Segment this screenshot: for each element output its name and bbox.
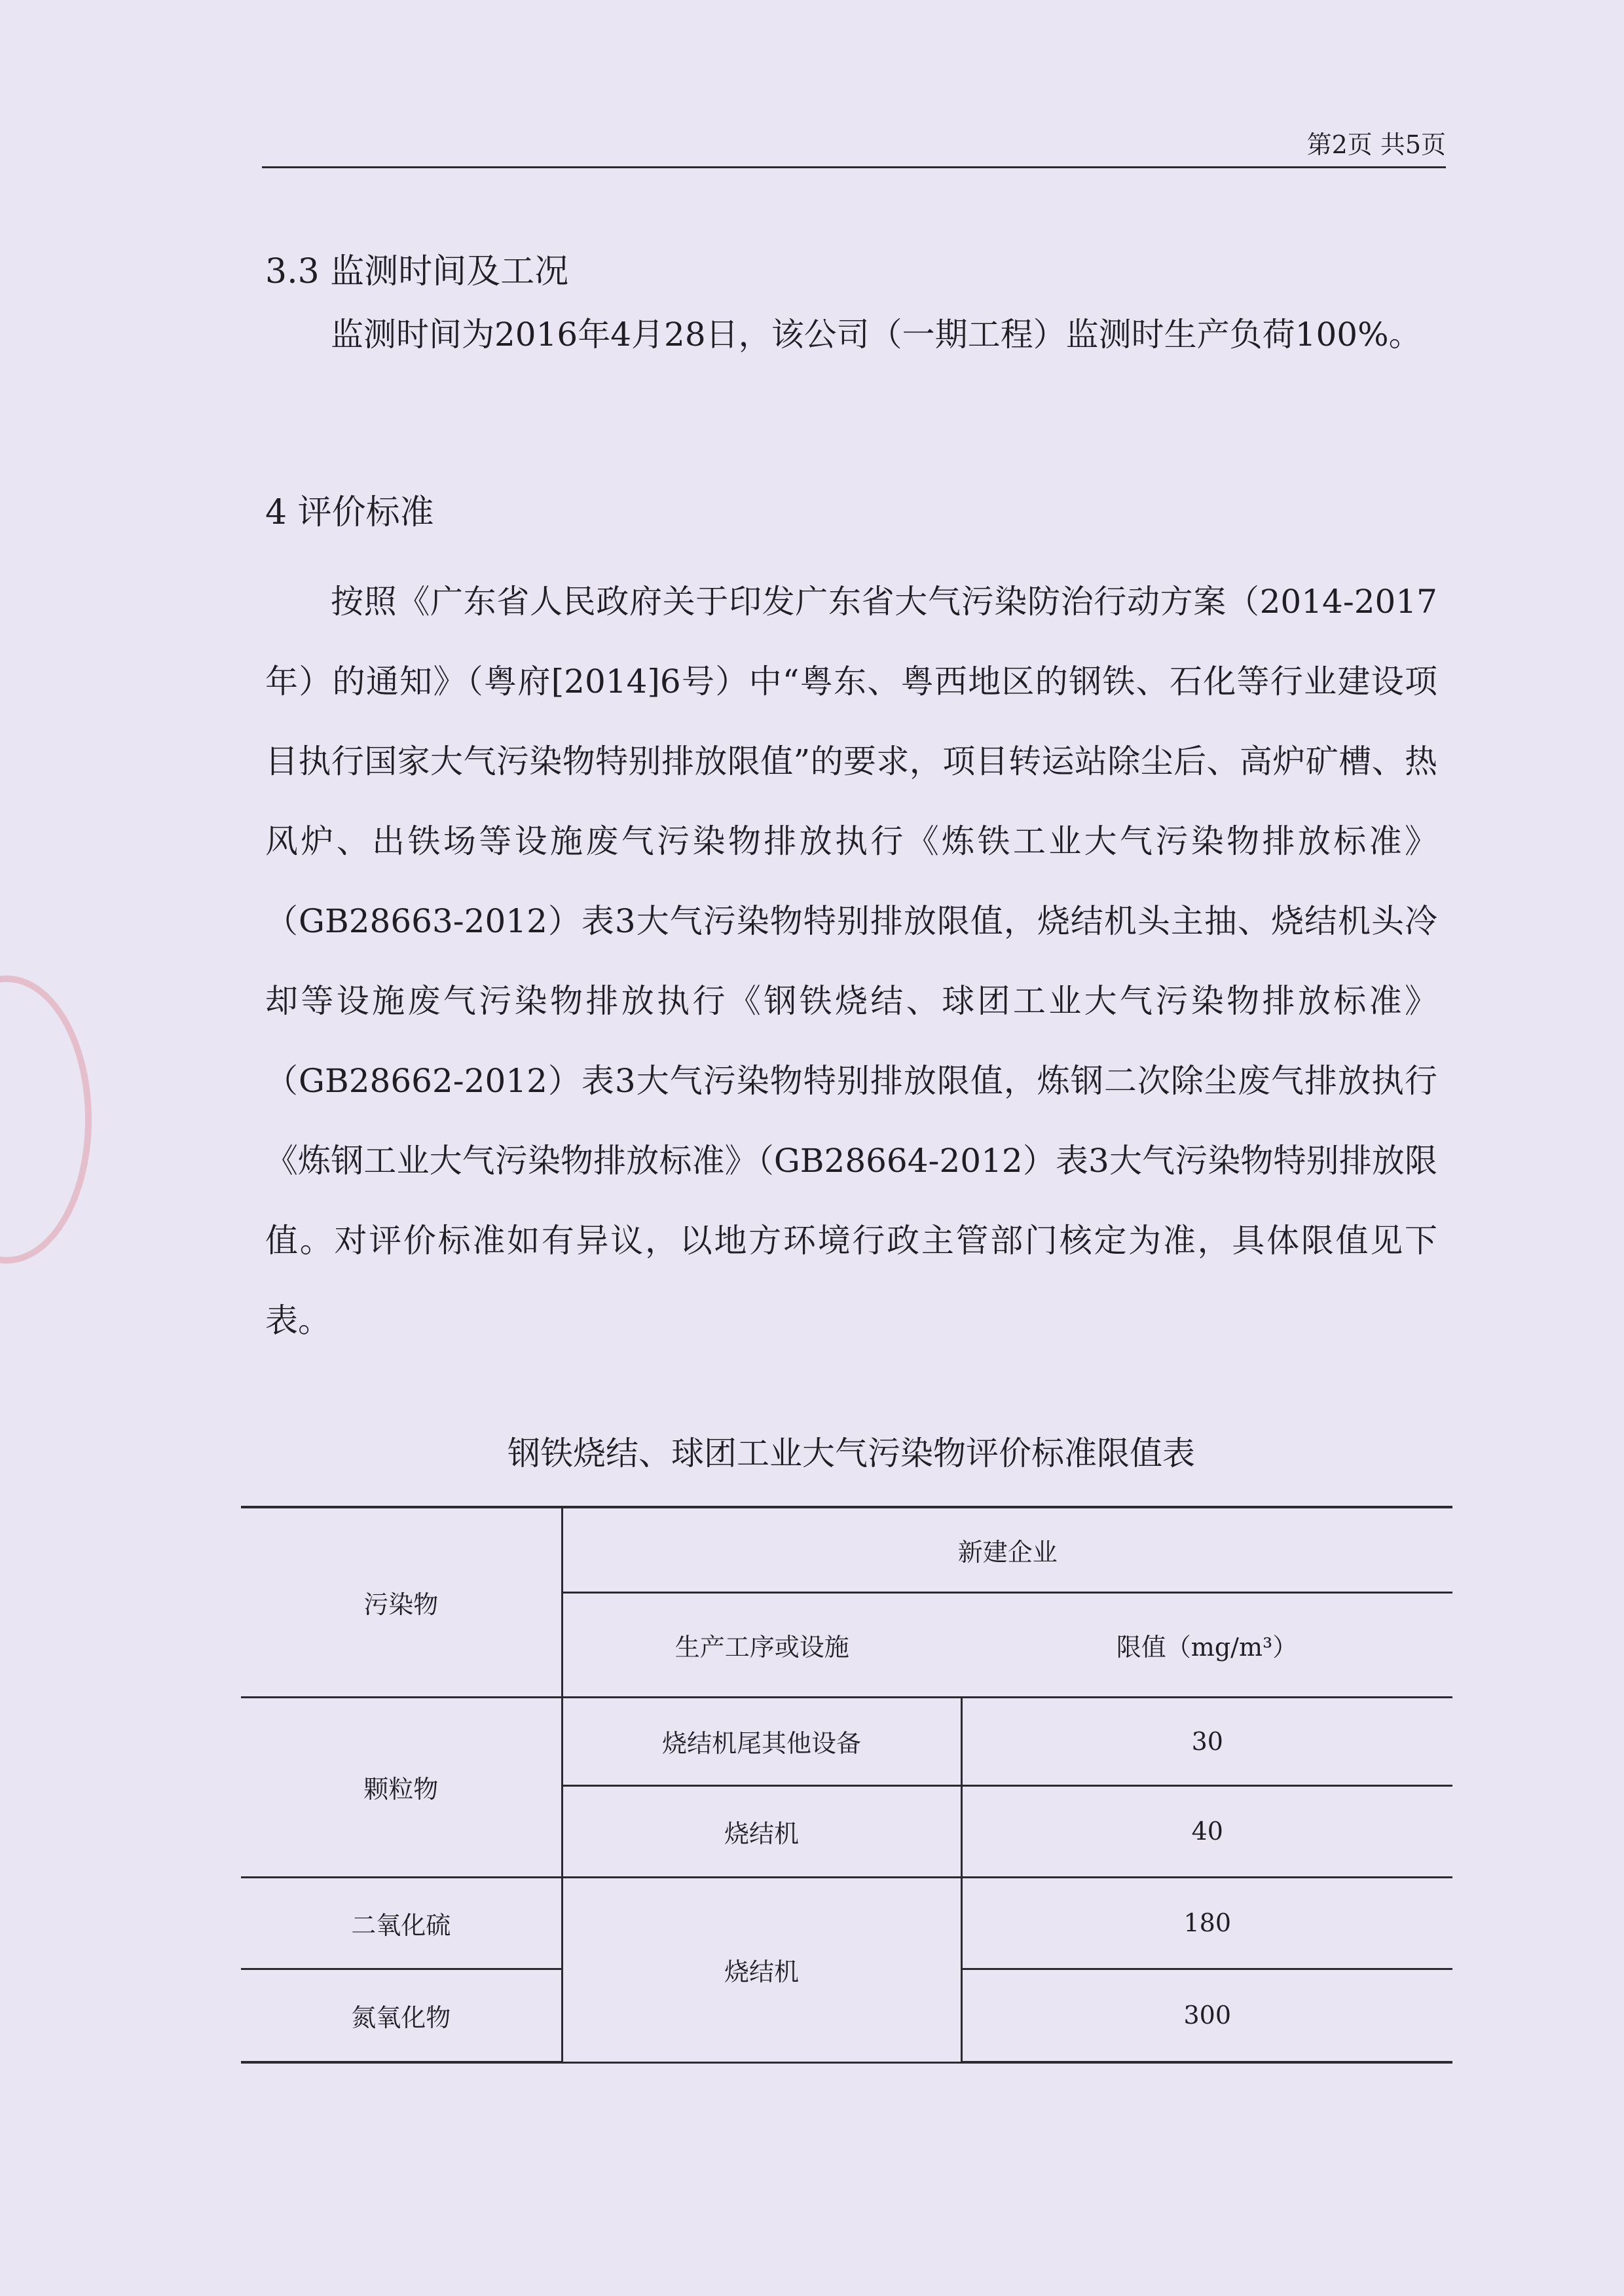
header-process: 生产工序或设施 — [562, 1592, 961, 1697]
header-new-enterprise: 新建企业 — [562, 1507, 1452, 1592]
header-limit: 限值（mg/m³） — [961, 1592, 1452, 1697]
process-sinter-machine: 烧结机 — [562, 1785, 961, 1877]
evaluation-standard-paragraph: 按照《广东省人民政府关于印发广东省大气污染防治行动方案（2014-2017年）的通知》（粤府[2014]6号）中“粤东、粤西地区的钢铁、石化等行业建设项目执行国家大气污染物特别排放限值”的要求，项目转运站除尘后、高炉矿槽、热风炉、出铁场等设施废气污染物排放执行《炼铁工业大气污染物排放标准》（GB28663-2012）表3大气污染物特别排放限值，烧结机头主抽、烧结机头冷却等设施废气污染物排放执行《钢铁烧结、球团工业大气污染物排放标准》（GB28662-2012）表3大气污染物特别排放限值，炼钢二次除尘废气排放执行《炼钢工业大气污染物排放标准》（GB28664-2012）表3大气污染物特别排放限值。对评价标准如有异议，以地方环境行政主管部门核定为准，具体限值见下表。 — [265, 583, 1437, 1339]
process-sinter-tail: 烧结机尾其他设备 — [562, 1697, 961, 1785]
page-header — [262, 124, 1446, 168]
header-pollutant: 污染物 — [241, 1507, 562, 1697]
pollutant-nox: 氮氧化物 — [241, 1969, 562, 2062]
limit-particulate-2: 40 — [961, 1785, 1452, 1877]
pollutant-so2: 二氧化硫 — [241, 1877, 562, 1969]
process-sinter-machine-shared: 烧结机 — [562, 1877, 961, 2062]
table-title: 钢铁烧结、球团工业大气污染物评价标准限值表 — [507, 1434, 1195, 1472]
pollutant-particulate: 颗粒物 — [241, 1697, 562, 1877]
monitoring-time-paragraph: 监测时间为2016年4月28日，该公司（一期工程）监测时生产负荷100%。 — [331, 316, 1422, 354]
limit-so2: 180 — [961, 1877, 1452, 1969]
section-heading-4: 4 评价标准 — [265, 493, 434, 532]
limit-nox: 300 — [961, 1969, 1452, 2062]
section-heading-3-3: 3.3 监测时间及工况 — [265, 252, 569, 291]
standards-table — [241, 1506, 1452, 2064]
limit-particulate-1: 30 — [961, 1697, 1452, 1785]
red-stamp-seal — [0, 975, 92, 1264]
page-number: 第2页 共5页 — [1306, 130, 1446, 159]
